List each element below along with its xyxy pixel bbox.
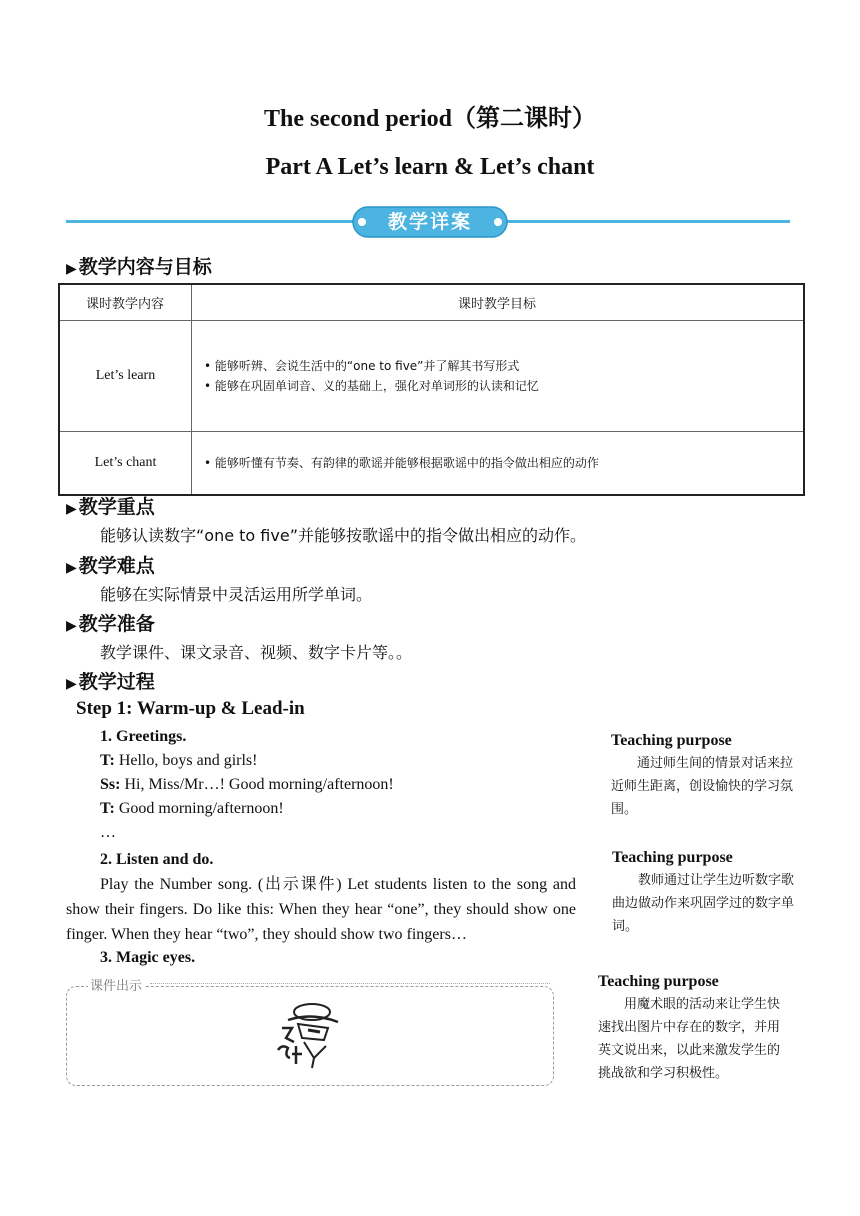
section-preparation: ▶ 教学准备: [66, 613, 155, 635]
section-key-points: ▶ 教学重点: [66, 496, 155, 518]
triangle-icon: ▶: [66, 560, 77, 576]
goal-item: • 能够听懂有节奏、有韵律的歌谣并能够根据歌谣中的指令做出相应的动作: [204, 456, 599, 470]
goals-table: [58, 283, 805, 496]
dialog-line: T: Hello, boys and girls!: [100, 752, 258, 769]
section-difficulties: ▶ 教学难点: [66, 555, 155, 577]
magic-hat-figure-icon: [268, 998, 348, 1070]
row-content: Let’s chant: [59, 432, 192, 496]
header-content: 课时教学内容: [59, 284, 192, 321]
table-row: [59, 321, 804, 432]
triangle-icon: ▶: [66, 261, 77, 277]
dialog-line: T: Good morning/afternoon!: [100, 800, 284, 817]
triangle-icon: ▶: [66, 618, 77, 634]
preparation-text: 教学课件、课文录音、视频、数字卡片等。。: [100, 643, 413, 662]
courseware-label: 课件出示: [88, 975, 144, 994]
header-goal: 课时教学目标: [192, 284, 805, 321]
row-goals: [192, 432, 805, 496]
magic-title: 3. Magic eyes.: [100, 949, 196, 966]
table-row: [59, 432, 804, 496]
greetings-title: 1. Greetings.: [100, 728, 187, 745]
dialog-line: Ss: Hi, Miss/Mr…! Good morning/afternoon!: [100, 776, 394, 793]
row-content: Let’s learn: [59, 321, 192, 432]
listen-text: Play the Number song. (出示课件) Let students listen to the song and show their fingers. Do like this: When they hear “one”, they should show one finger. When they hear “two”, they should show two fingers…: [66, 876, 576, 943]
listen-title: 2. Listen and do.: [100, 851, 214, 868]
dialog-ellipsis: …: [100, 824, 116, 841]
teaching-purpose-2: Teaching purpose 教师通过让学生边听数字歌曲边做动作来巩固学过的数字单词。: [612, 849, 795, 934]
teaching-purpose-3: Teaching purpose 用魔术眼的活动来让学生快速找出图片中存在的数字，并用英文说出来，以此来激发学生的挑战欲和学习积极性。: [598, 973, 781, 1081]
courseware-divider: [150, 983, 550, 984]
row-goals: [192, 321, 805, 432]
table-header-row: [59, 284, 804, 321]
step-1-title: Step 1: Warm-up & Lead-in: [76, 698, 305, 719]
page-subtitle: Part A Let’s learn & Let’s chant: [265, 154, 595, 180]
banner-label: 教学详案: [387, 211, 472, 233]
page-title: The second period（第二课时）: [263, 106, 596, 132]
triangle-icon: ▶: [66, 501, 77, 517]
key-points-text: 能够认读数字“one to five”并能够按歌谣中的指令做出相应的动作。: [100, 526, 586, 545]
triangle-icon: ▶: [66, 676, 77, 692]
difficulties-text: 能够在实际情景中灵活运用所学单词。: [100, 585, 373, 604]
goal-item: • 能够听辨、会说生活中的“one to five”并了解其书写形式: [204, 359, 520, 373]
greetings-block: [100, 725, 570, 845]
section-process: ▶ 教学过程: [66, 671, 155, 693]
teaching-purpose-1: Teaching purpose 通过师生间的情景对话来拉近师生距离，创设愉快的学习氛围。: [611, 732, 794, 817]
goal-item: • 能够在巩固单词音、义的基础上，强化对单词形的认读和记忆: [204, 379, 539, 393]
section-content-goals: ▶ 教学内容与目标: [66, 256, 212, 278]
